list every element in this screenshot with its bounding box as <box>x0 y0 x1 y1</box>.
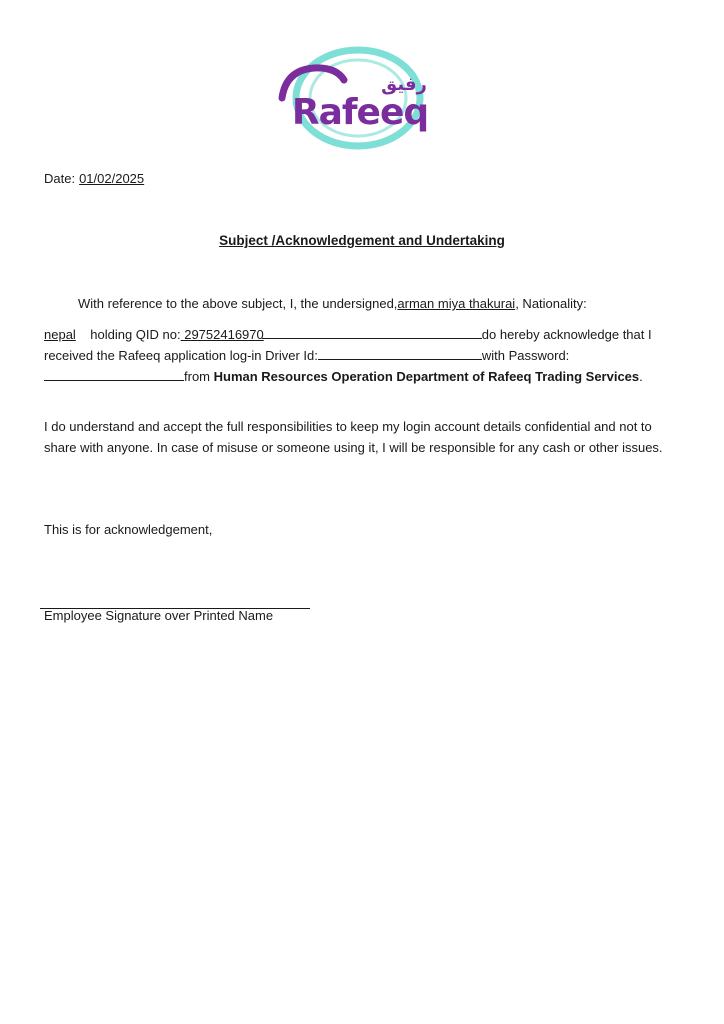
paragraph-acknowledgement <box>44 324 680 387</box>
password-blank <box>44 367 184 381</box>
password-label: with Password: <box>481 348 570 363</box>
employee-name: arman miya thakurai <box>397 296 516 311</box>
from-text: from <box>184 369 210 384</box>
subject-heading: Subject /Acknowledgement and Undertaking <box>219 233 505 248</box>
intro-text: With reference to the above subject, I, the undersigned, <box>78 296 398 311</box>
paragraph-responsibility: I do understand and accept the full responsibilities to keep my login account details confidential and not to share with anyone. In case of misuse or someone using it, I will be responsible for any cash or other issues. <box>44 419 663 455</box>
qid-label: holding QID no: <box>90 327 181 342</box>
nationality-label: , Nationality: <box>515 296 587 311</box>
department-name: Human Resources Operation Department of Rafeeq Trading Services <box>213 369 640 384</box>
qid-value: 29752416970 <box>180 327 264 342</box>
sentence-end: . <box>639 369 643 384</box>
signature-label: Employee Signature over Printed Name <box>44 608 274 623</box>
date-value: 01/02/2025 <box>79 171 145 186</box>
paragraph-intro-line <box>44 293 680 314</box>
date-label: Date: <box>44 171 76 186</box>
acknowledge-text: do hereby acknowledge that I received the Rafeeq application log-in Driver Id: <box>44 327 652 363</box>
date-line <box>44 171 144 186</box>
logo-arabic-text: رفيق <box>381 74 427 95</box>
nationality-value: nepal <box>44 327 76 342</box>
qid-blank-line <box>262 325 482 339</box>
driver-id-blank <box>318 346 482 360</box>
paragraph-closing: This is for acknowledgement, <box>44 522 213 537</box>
rafeeq-logo <box>274 40 442 156</box>
logo-wordmark: Rafeeq <box>291 92 429 133</box>
